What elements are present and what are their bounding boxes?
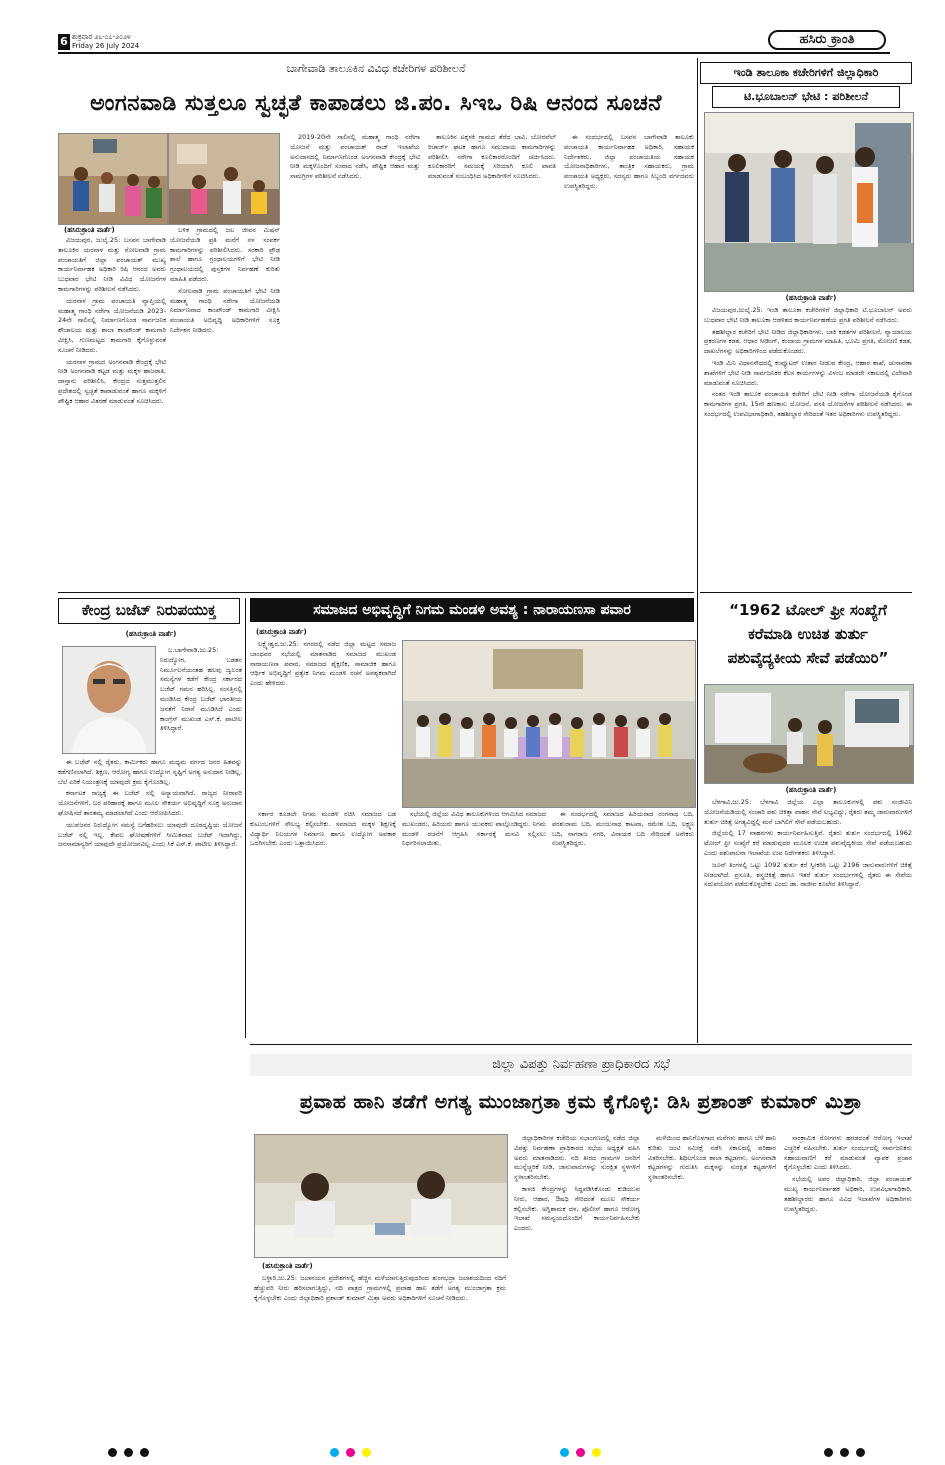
tollfree-quote bbox=[704, 598, 912, 678]
disaster-headline: ಪ್ರವಾಹ ಹಾನಿ ತಡೆಗೆ ಅಗತ್ಯ ಮುಂಜಾಗ್ರತಾ ಕ್ರಮ ಕೈಗೊಳ್ಳಿ: ಡಿಸಿ ಪ್ರಶಾಂತ್ ಕುಮಾರ್ ಮಿಶ್ರಾ bbox=[299, 1091, 863, 1113]
disaster-paragraph-5: ಸಾಂಕ್ರಾಮಿಕ ರೋಗಗಳು ಹರಡದಂತೆ ಆರೋಗ್ಯ ಇಲಾಖೆ ಎಚ್ಚರಿಕೆ ವಹಿಸಬೇಕು. ತುರ್ತು ಸಂದರ್ಭದಲ್ಲಿ ಸಾರ್ವಜನಿಕರು ಸಹಾಯವಾಣಿಗೆ ಕರೆ ಮಾಡುವಂತೆ ವ್ಯಾಪಕ ಪ್ರಚಾರ ಕೈಗೊಳ್ಳಬೇಕು ಎಂದು ತಿಳಿಸಿದರು. bbox=[784, 1134, 912, 1172]
tollfree-paragraph-1: ಬೆಳಗಾವಿ,ಜು.25: ಬೆಳಗಾವಿ ಜಿಲ್ಲೆಯ ಎಲ್ಲಾ ತಾಲೂಕುಗಳಲ್ಲಿ ಪಶು ಸಂಜೀವಿನಿ ಯೋಜನೆಯಡಿಯಲ್ಲಿ ಸಂಚಾರಿ ಪಶು ಚಿಕಿತ್ಸಾ ವಾಹನ ಸೇವೆ ಲಭ್ಯವಿದ್ದು, ರೈತರು ತಮ್ಮ ಜಾನುವಾರುಗಳಿಗೆ ತುರ್ತು ಚಿಕಿತ್ಸೆ ಅಗತ್ಯವಿದ್ದಲ್ಲಿ ಮನೆ ಬಾಗಿಲಿಗೆ ಸೇವೆ ಪಡೆಯಬಹುದು. bbox=[704, 798, 912, 826]
budget-dateline: (ಹಸಿರುಕ್ರಾಂತಿ ವಾರ್ತೆ) bbox=[125, 630, 177, 638]
budget-paragraph-2: ಈ ಬಜೆಟ್ ನಲ್ಲಿ ರೈತರು, ಕಾರ್ಮಿಕರು ಹಾಗೂ ಮಧ್ಯಮ ವರ್ಗದ ಜನರ ಹಿತವನ್ನು ಕಡೆಗಣಿಸಲಾಗಿದೆ. ಶಿಕ್ಷಣ, ಆರೋಗ್ಯ ಹಾಗೂ ಉದ್ಯೋಗ ಸೃಷ್ಟಿಗೆ ಅಗತ್ಯ ಅನುದಾನ ನೀಡಿಲ್ಲ. ಬೆಲೆ ಏರಿಕೆ ನಿಯಂತ್ರಣಕ್ಕೆ ಯಾವುದೇ ಕ್ರಮ ಕೈಗೊಂಡಿಲ್ಲ. bbox=[58, 758, 242, 786]
lead-paragraph-7: ತಾಲೂಕಿನ ಟಕ್ಕಳಕಿ ಗ್ರಾಮದ ತೆರೆದ ಬಾವಿ, ಬೋರವೆಲ್ ರಿಚಾರ್ಜ್ ಘಟಕ ಹಾಗೂ ಸಮುದಾಯ ಕಾಮಗಾರಿಗಳನ್ನು ಪರಿಶೀಲಿಸಿ ನರೇಗಾ ಕೂಲಿಕಾರರೊಂದಿಗೆ ಚರ್ಚಿಸಿದರು. ಕೂಲಿಕಾರರಿಗೆ ಸಮಯಕ್ಕೆ ಸರಿಯಾಗಿ ಕೂಲಿ ಪಾವತಿ ಮಾಡುವಂತೆ ಸಂಬಂಧಿಸಿದ ಅಧಿಕಾರಿಗಳಿಗೆ ಸೂಚಿಸಿದರು. bbox=[428, 133, 556, 181]
lead-paragraph-3: ಯರನಾಳ ಗ್ರಾಮದ ಅಂಗನವಾಡಿ ಕೇಂದ್ರಕ್ಕೆ ಭೇಟಿ ನೀಡಿ ಅಂಗನವಾಡಿ ಕಟ್ಟಡ ಮತ್ತು ಮಕ್ಕಳ ಹಾಜರಾತಿ, ದಾಸ್ತಾನು ಪರಿಶೀಲಿಸಿ, ಕೇಂದ್ರದ ಸುತ್ತಮುತ್ತಲಿನ ಪ್ರದೇಶದಲ್ಲಿ ಸ್ವಚ್ಛತೆ ಕಾಪಾಡುವಂತೆ ಹಾಗೂ ಮಕ್ಕಳಿಗೆ ಪೌಷ್ಟಿಕ ಆಹಾರ ವಿತರಣೆ ಮಾಡುವಂತೆ ಸೂಚಿಸಿದರು. bbox=[58, 357, 166, 405]
lead-dateline: (ಹಸಿರುಕ್ರಾಂತಿ ವಾರ್ತೆ) bbox=[64, 226, 115, 234]
samaj-group-photo bbox=[402, 640, 696, 808]
samaj-paragraph-4: ಈ ಸಂದರ್ಭದಲ್ಲಿ ಸಮಾಜದ ಹಿರಿಯರಾದ ರಂಗನಾಥ ಬದಿ, ಪರಶುರಾಮ ಬದಿ, ಮಂಜುನಾಥ ಕಾಟವಾ, ರಮೇಶ ಬದಿ, ಲಕ್ಷ್ಮಣ ಬದಿ, ನಾಗರಾಜ ನಗರಿ, ವಿನಾಯಕ ಬದಿ ಸೇರಿದಂತೆ ಅನೇಕರು ಉಪಸ್ಥಿತರಿದ್ದರು. bbox=[552, 810, 694, 848]
page-number: 6 bbox=[58, 34, 70, 50]
samaj-headline: ಸಮಾಜದ ಅಭಿವೃದ್ಧಿಗೆ ನಿಗಮ ಮಂಡಳಿ ಅವಶ್ಯ : ನಾರಾಯಣಸಾ ಪವಾರ bbox=[250, 598, 694, 622]
tollfree-quote-line-1: “1962 ಟೋಲ್ ಫ್ರೀ ಸಂಖ್ಯೆಗೆ bbox=[729, 601, 887, 619]
masthead-rule bbox=[58, 52, 890, 54]
column-divider-left bbox=[245, 598, 246, 1038]
disaster-kicker: ಜಿಲ್ಲಾ ವಿಪತ್ತು ನಿರ್ವಹಣಾ ಪ್ರಾಧಿಕಾರದ ಸಭೆ bbox=[492, 1057, 670, 1072]
indi-body bbox=[704, 306, 912, 589]
column-divider-right bbox=[697, 58, 698, 1043]
disaster-paragraph-4: ಮಳೆಯಿಂದ ಹಾನಿಗೊಳಗಾದ ಮನೆಗಳು ಹಾಗೂ ಬೆಳೆ ಹಾನಿ ಕುರಿತು ಜಂಟಿ ಸಮೀಕ್ಷೆ ನಡೆಸಿ ಸಕಾಲದಲ್ಲಿ ಪರಿಹಾರ ವಿತರಿಸಬೇಕು. ಶಿಥಿಲಗೊಂಡ ಶಾಲಾ ಕಟ್ಟಡಗಳು, ಅಂಗನವಾಡಿ ಕಟ್ಟಡಗಳನ್ನು ಗುರುತಿಸಿ ಮಕ್ಕಳನ್ನು ಸುರಕ್ಷಿತ ಕಟ್ಟಡಗಳಿಗೆ ಸ್ಥಳಾಂತರಿಸಬೇಕು. bbox=[648, 1134, 776, 1182]
budget-body-intro bbox=[160, 646, 242, 756]
disaster-body-col-2 bbox=[514, 1134, 640, 1442]
registration-dot bbox=[346, 1448, 355, 1457]
samaj-paragraph-3: ಸಭೆಯಲ್ಲಿ ಜಿಲ್ಲೆಯ ವಿವಿಧ ತಾಲೂಕುಗಳಿಂದ ಆಗಮಿಸಿದ ಸಮಾಜದ ಮುಖಂಡರು, ಹಿರಿಯರು ಹಾಗೂ ಯುವಕರು ಪಾಲ್ಗೊಂಡಿದ್ದರು. ನಿಗಮ ಮಂಡಳಿ ರಚನೆಗೆ ಆಗ್ರಹಿಸಿ ಸರ್ಕಾರಕ್ಕೆ ಮನವಿ ಸಲ್ಲಿಸಲು ನಿರ್ಧರಿಸಲಾಯಿತು. bbox=[402, 810, 546, 848]
lead-paragraph-5: ಸೋಲವಾಡಿ ಗ್ರಾಮ ಪಂಚಾಯತಿಗೆ ಭೇಟಿ ನೀಡಿ ಮಹಾತ್ಮ ಗಾಂಧಿ ನರೇಗಾ ಯೋಜನೆಯಡಿ ನಿರ್ಮಾಣವಾದ ಕಾಂಪೌಂಡ್ ಕಾಮಗಾರಿ ವೀಕ್ಷಿಸಿ ಪಂಚಾಯತಿ ಅಭಿವೃದ್ಧಿ ಅಧಿಕಾರಿಗಳಿಗೆ ಸೂಕ್ತ ನಿರ್ದೇಶನ ನೀಡಿದರು. bbox=[170, 286, 280, 334]
lead-body-col-3 bbox=[290, 133, 420, 566]
newspaper-brand: ಹಸಿರು ಕ್ರಾಂತಿ bbox=[768, 30, 886, 50]
registration-dot bbox=[124, 1448, 133, 1457]
tollfree-photo-image bbox=[705, 685, 913, 783]
indi-paragraph-3: ಇಂಡಿ ಮಿನಿ ವಿಧಾನಸೌಧದಲ್ಲಿ ಕಂಪ್ಯೂಟರ್ ಉತಾರ ನೀಡುವ ಕೇಂದ್ರ, ಆಹಾರ ಶಾಖೆ, ಚುನಾವಣಾ ಶಾಖೆಗಳಿಗೆ ಭೇಟಿ ನೀಡಿ ಸಾರ್ವಜನಿಕರ ಕೆಲಸ ಕಾರ್ಯಗಳನ್ನು ವಿಳಂಬ ಮಾಡದೇ ಸಕಾಲದಲ್ಲಿ ವಿಲೇವಾರಿ ಮಾಡುವಂತೆ ಸೂಚಿಸಿದರು. bbox=[704, 358, 912, 387]
tollfree-paragraph-2: ಜಿಲ್ಲೆಯಲ್ಲಿ 17 ವಾಹನಗಳು ಕಾರ್ಯನಿರ್ವಹಿಸುತ್ತಿವೆ. ರೈತರು ತುರ್ತು ಸಂದರ್ಭದಲ್ಲಿ 1962 ಟೋಲ್ ಫ್ರೀ ಸಂಖ್ಯೆಗೆ ಕರೆ ಮಾಡುವುದರ ಮೂಲಕ ಉಚಿತ ಪಶುವೈದ್ಯಕೀಯ ಸೇವೆ ಪಡೆಯಬಹುದು ಎಂದು ಪಶುಪಾಲನಾ ಇಲಾಖೆಯ ಉಪ ನಿರ್ದೇಶಕರು ತಿಳಿಸಿದ್ದಾರೆ. bbox=[704, 829, 912, 857]
indi-headline-box-1 bbox=[700, 62, 912, 84]
samaj-body-col-3 bbox=[552, 810, 694, 1038]
registration-dot bbox=[362, 1448, 371, 1457]
issue-date-english: Friday 26 July 2024 bbox=[72, 42, 140, 50]
tollfree-paragraph-3: ಜೂನ್ ತಿಂಗಳಲ್ಲಿ ಒಟ್ಟು 1092 ತುರ್ತು ಕರೆ ಸ್ವೀಕರಿಸಿ ಒಟ್ಟು 2196 ಜಾನುವಾರುಗಳಿಗೆ ಚಿಕಿತ್ಸೆ ನೀಡಲಾಗಿದೆ. ಪ್ರಸೂತಿ, ಶಸ್ತ್ರಚಿಕಿತ್ಸೆ ಹಾಗೂ ಇತರೆ ತುರ್ತು ಸಂದರ್ಭಗಳಲ್ಲಿ ರೈತರು ಈ ಸೇವೆಯ ಸದುಪಯೋಗ ಪಡೆದುಕೊಳ್ಳಬೇಕು ಎಂದು ಡಾ. ರಾಜೀವ ಕೂಲೇರ ತಿಳಿಸಿದ್ದಾರೆ. bbox=[704, 860, 912, 889]
samaj-paragraph-2: ಸರ್ಕಾರ ಕೂಡಲೇ ನಿಗಮ ಮಂಡಳಿ ರಚಿಸಿ ಸಮಾಜದ ಬಡ ಕುಟುಂಬಗಳಿಗೆ ಸೌಲಭ್ಯ ಕಲ್ಪಿಸಬೇಕು. ಸಮಾಜದ ಮಕ್ಕಳ ಶಿಕ್ಷಣಕ್ಕೆ ವಿದ್ಯಾರ್ಥಿ ನಿಲಯಗಳ ನಿರ್ಮಾಣ ಹಾಗೂ ಉದ್ಯೋಗ ಅವಕಾಶ ಒದಗಿಸಬೇಕು ಎಂದು ಒತ್ತಾಯಿಸಿದರು. bbox=[250, 810, 396, 848]
disaster-paragraph-6: ಸಭೆಯಲ್ಲಿ ಅಪರ ಜಿಲ್ಲಾಧಿಕಾರಿ, ಜಿಲ್ಲಾ ಪಂಚಾಯತ್ ಮುಖ್ಯ ಕಾರ್ಯನಿರ್ವಾಹಕ ಅಧಿಕಾರಿ, ಉಪವಿಭಾಗಾಧಿಕಾರಿ, ತಹಶೀಲ್ದಾರರು ಹಾಗೂ ವಿವಿಧ ಇಲಾಖೆಗಳ ಅಧಿಕಾರಿಗಳು ಉಪಸ್ಥಿತರಿದ್ದರು. bbox=[784, 1175, 912, 1213]
lead-paragraph-8: ಈ ಸಂದರ್ಭದಲ್ಲಿ ಬಸವನ ಬಾಗೇವಾಡಿ ತಾಲೂಕು ಪಂಚಾಯತಿ ಕಾರ್ಯನಿರ್ವಾಹಕ ಅಧಿಕಾರಿ, ಸಹಾಯಕ ನಿರ್ದೇಶಕರು, ಜಿಲ್ಲಾ ಪಂಚಾಯತಿಯ ಸಹಾಯಕ ಯೋಜನಾಧಿಕಾರಿಗಳು, ತಾಂತ್ರಿಕ ಸಹಾಯಕರು, ಗ್ರಾಮ ಪಂಚಾಯತಿ ಅಧ್ಯಕ್ಷರು, ಸದಸ್ಯರು ಹಾಗೂ ಸಿಬ್ಬಂದಿ ವರ್ಗದವರು ಉಪಸ್ಥಿತರಿದ್ದರು. bbox=[564, 133, 694, 190]
indi-dateline: (ಹಸಿರುಕ್ರಾಂತಿ ವಾರ್ತೆ) bbox=[785, 294, 837, 302]
registration-dot bbox=[576, 1448, 585, 1457]
lead-body-col-1 bbox=[58, 236, 166, 566]
indi-photo-image bbox=[705, 113, 913, 291]
disaster-dateline: (ಹಸಿರುಕ್ರಾಂತಿ ವಾರ್ತೆ) bbox=[262, 1262, 313, 1270]
lead-body-col-4 bbox=[428, 133, 556, 566]
lead-photo-2-image bbox=[169, 134, 279, 224]
disaster-body-col-4 bbox=[784, 1134, 912, 1442]
samaj-dateline: (ಹಸಿರುಕ್ರಾಂತಿ ವಾರ್ತೆ) bbox=[256, 628, 307, 636]
lead-headline: ಅಂಗನವಾಡಿ ಸುತ್ತಲೂ ಸ್ವಚ್ಛತೆ ಕಾಪಾಡಲು ಜಿ.ಪಂ. ಸಿಇಒ ರಿಷಿ ಆನಂದ ಸೂಚನೆ bbox=[90, 91, 662, 116]
samaj-body-col-2 bbox=[402, 810, 546, 1038]
issue-date-native: ಶುಕ್ರವಾರ ೨೬-೦೭-೨೦೨೪ bbox=[72, 33, 131, 41]
samaj-body-intro bbox=[250, 640, 396, 806]
registration-dot bbox=[592, 1448, 601, 1457]
indi-headline-line-2: ಟಿ.ಭೂಬಾಲನ್ ಭೇಟಿ : ಪರಿಶೀಲನೆ bbox=[743, 90, 869, 103]
indi-paragraph-1: ವಿಜಯಪುರ,ಜುಲೈ.25: ಇಂಡಿ ತಾಲೂಕಾ ಕಚೇರಿಗಳಿಗೆ ಜಿಲ್ಲಾಧಿಕಾರಿ ಟಿ.ಭೂಬಾಲನ್ ಅವರು ಬುಧವಾರ ಭೇಟಿ ನೀಡಿ ತಾಲೂಕಾ ಆಡಳಿತದ ಕಾರ್ಯನಿರ್ವಹಣೆಯ ಪ್ರಗತಿ ಪರಿಶೀಲನೆ ನಡೆಸಿದರು. bbox=[704, 306, 912, 324]
samaj-body-col-1 bbox=[250, 810, 396, 1038]
tollfree-body bbox=[704, 798, 912, 1040]
disaster-photo-image bbox=[255, 1135, 507, 1257]
disaster-body-under-photo bbox=[254, 1274, 506, 1442]
indi-bottom-rule bbox=[700, 592, 912, 593]
lead-paragraph-4: ಬಳಿಕ ಗ್ರಾಮದಲ್ಲಿ ಜಲ ಜೀವನ ಮಿಷನ್ ಯೋಜನೆಯಡಿ ಪ್ರತಿ ಮನೆಗೆ ನಳ ಸಂಪರ್ಕ ಕಾಮಗಾರಿಗಳನ್ನು ಪರಿಶೀಲಿಸಿದರು. ಸರಕಾರಿ ಪ್ರೌಢ ಶಾಲೆ ಹಾಗೂ ಗ್ರಂಥಾಲಯಗಳಿಗೆ ಭೇಟಿ ನೀಡಿ ಗ್ರಂಥಾಲಯದಲ್ಲಿ ಪುಸ್ತಕಗಳ ನಿರ್ವಹಣೆ ಕುರಿತು ಮಾಹಿತಿ ಪಡೆದರು. bbox=[170, 226, 280, 283]
lead-bottom-rule bbox=[58, 592, 694, 593]
tollfree-quote-line-2: ಕರೆಮಾಡಿ ಉಚಿತ ತುರ್ತು bbox=[748, 625, 868, 643]
budget-portrait-image bbox=[63, 647, 155, 753]
indi-headline-box-2 bbox=[712, 86, 900, 108]
registration-dot bbox=[824, 1448, 833, 1457]
indi-paragraph-4: ನಂತರ ಇಂಡಿ ತಾಲೂಕ ಪಂಚಾಯತಿ ಕಚೇರಿಗೆ ಭೇಟಿ ನೀಡಿ ನರೇಗಾ ಯೋಜನೆಯಡಿ ಕೈಗೊಂಡ ಕಾಮಗಾರಿಗಳ ಪ್ರಗತಿ, 15ನೇ ಹಣಕಾಸು ಯೋಜನೆ, ವಸತಿ ಯೋಜನೆಗಳ ಪರಿಶೀಲನೆ ನಡೆಸಿದರು. ಈ ಸಂದರ್ಭದಲ್ಲಿ ಉಪವಿಭಾಗಾಧಿಕಾರಿ, ತಹಶೀಲ್ದಾರ ಸೇರಿದಂತೆ ಇತರ ಅಧಿಕಾರಿಗಳು ಉಪಸ್ಥಿತರಿದ್ದರು. bbox=[704, 390, 912, 418]
indi-headline-line-1: ಇಂಡಿ ತಾಲೂಕಾ ಕಚೇರಿಗಳಿಗೆ ಜಿಲ್ಲಾಧಿಕಾರಿ bbox=[733, 66, 879, 79]
budget-headline: ಕೇಂದ್ರ ಬಜೆಟ್ ನಿರುಪಯುಕ್ತ bbox=[81, 601, 217, 619]
lead-paragraph-2: ಯರನಾಳ ಗ್ರಾಮ ಪಂಚಾಯತಿ ವ್ಯಾಪ್ತಿಯಲ್ಲಿ ಮಹಾತ್ಮ ಗಾಂಧಿ ನರೇಗಾ ಯೋಜನೆಯಡಿ 2023-24ನೇ ಸಾಲಿನಲ್ಲಿ ನಿರ್ಮಾಣಗೊಂಡ ಸಾರ್ವಜನಿಕ ಶೌಚಾಲಯ ಮತ್ತು ಶಾಲಾ ಕಾಂಪೌಂಡ್ ಕಾಮಗಾರಿ ವೀಕ್ಷಿಸಿ, ಗುಣಮಟ್ಟದ ಕಾಮಗಾರಿ ಕೈಗೊಳ್ಳುವಂತೆ ಸೂಚನೆ ನೀಡಿದರು. bbox=[58, 296, 166, 354]
budget-paragraph-3: ಕರ್ನಾಟಕ ರಾಜ್ಯಕ್ಕೆ ಈ ಬಜೆಟ್ ನಲ್ಲಿ ಅನ್ಯಾಯವಾಗಿದೆ. ರಾಜ್ಯದ ನೀರಾವರಿ ಯೋಜನೆಗಳಿಗೆ, ಬರ ಪರಿಹಾರಕ್ಕೆ ಹಾಗೂ ಮೂಲ ಸೌಕರ್ಯ ಅಭಿವೃದ್ಧಿಗೆ ಸೂಕ್ತ ಅನುದಾನ ಘೋಷಿಸದೆ ತಾರತಮ್ಯ ಮಾಡಲಾಗಿದೆ ಎಂದು ಆರೋಪಿಸಿದರು. bbox=[58, 789, 242, 817]
lead-kicker: ಬಾಗೇವಾಡಿ ತಾಲೂಕಿನ ವಿವಿಧ ಕಚೇರಿಗಳ ಪರಿಶೀಲನೆ bbox=[286, 62, 466, 75]
disaster-paragraph-2: ಜಿಲ್ಲಾಧಿಕಾರಿಗಳ ಕಚೇರಿಯ ಸಭಾಂಗಣದಲ್ಲಿ ನಡೆದ ಜಿಲ್ಲಾ ವಿಪತ್ತು ನಿರ್ವಹಣಾ ಪ್ರಾಧಿಕಾರದ ಸಭೆಯ ಅಧ್ಯಕ್ಷತೆ ವಹಿಸಿ ಅವರು ಮಾತನಾಡಿದರು. ನದಿ ತೀರದ ಗ್ರಾಮಗಳ ಜನರಿಗೆ ಮುನ್ನೆಚ್ಚರಿಕೆ ನೀಡಿ, ಜಾನುವಾರುಗಳನ್ನು ಸುರಕ್ಷಿತ ಸ್ಥಳಗಳಿಗೆ ಸ್ಥಳಾಂತರಿಸಬೇಕು. bbox=[514, 1134, 640, 1182]
indi-paragraph-2: ತಹಶೀಲ್ದಾರ ಕಚೇರಿಗೆ ಭೇಟಿ ನೀಡಿದ ಜಿಲ್ಲಾಧಿಕಾರಿಗಳು, ಬಾಕಿ ಕಡತಗಳ ಪರಿಶೀಲನೆ, ನ್ಯಾಯಾಲಯ ಪ್ರಕರಣಗಳ ಕಡತ, ಆಧಾರ ಸೀಡಿಂಗ್, ಕಂದಾಯ ಗ್ರಾಮಗಳ ಮಾಹಿತಿ, ಭೂಮಿ ಪ್ರಗತಿ, ಮೋಜಣಿ ಕಡತ, ದಾಖಲೆಗಳನ್ನು ಅಧಿಕಾರಿಗಳಿಂದ ಪಡೆದುಕೊಂಡರು. bbox=[704, 327, 912, 356]
disaster-top-rule bbox=[250, 1044, 912, 1045]
tollfree-quote-line-3: ಪಶುವೈದ್ಯಕೀಯ ಸೇವೆ ಪಡೆಯಿರಿ” bbox=[727, 649, 889, 667]
disaster-kicker-band bbox=[250, 1054, 912, 1076]
registration-dot bbox=[108, 1448, 117, 1457]
lead-body-col-5 bbox=[564, 133, 694, 566]
disaster-photo bbox=[254, 1134, 508, 1258]
budget-paragraph-4: ಯುವಜನರ ನಿರುದ್ಯೋಗ ಸಮಸ್ಯೆ ಬಗೆಹರಿಸಲು ಯಾವುದೇ ದೂರದೃಷ್ಟಿಯ ಯೋಜನೆ ಬಜೆಟ್ ನಲ್ಲಿ ಇಲ್ಲ. ಕೇವಲ ಘೋಷಣೆಗಳಿಗೆ ಸೀಮಿತವಾದ ಬಜೆಟ್ ಇದಾಗಿದ್ದು, ಜನಸಾಮಾನ್ಯರಿಗೆ ಯಾವುದೇ ಪ್ರಯೋಜನವಿಲ್ಲ ಎಂದು ಸಿಕೆ ಎಸ್.ಕೆ. ಪಾಟೀಲ ತಿಳಿಸಿದ್ದಾರೆ. bbox=[58, 820, 242, 849]
issue-date bbox=[72, 33, 139, 51]
budget-headline-box bbox=[58, 598, 240, 624]
registration-dot bbox=[840, 1448, 849, 1457]
registration-dot bbox=[856, 1448, 865, 1457]
disaster-paragraph-1: ಬಳ್ಳಾರಿ,ಜು.25: ಜಲಾನಯನ ಪ್ರದೇಶಗಳಲ್ಲಿ ಹೆಚ್ಚಿನ ಮಳೆಯಾಗುತ್ತಿರುವುದರಿಂದ ತುಂಗಭದ್ರಾ ಜಲಾಶಯದಿಂದ ನದಿಗೆ ಹೆಚ್ಚುವರಿ ನೀರು ಹರಿಸಲಾಗುತ್ತಿದ್ದು, ನದಿ ಪಾತ್ರದ ಗ್ರಾಮಗಳಲ್ಲಿ ಪ್ರವಾಹ ಹಾನಿ ತಡೆಗೆ ಅಗತ್ಯ ಮುಂಜಾಗ್ರತಾ ಕ್ರಮ ಕೈಗೊಳ್ಳಬೇಕು ಎಂದು ಜಿಲ್ಲಾಧಿಕಾರಿ ಪ್ರಶಾಂತ್ ಕುಮಾರ್ ಮಿಶ್ರಾ ಅವರು ಅಧಿಕಾರಿಗಳಿಗೆ ಸೂಚನೆ ನೀಡಿದರು. bbox=[254, 1274, 506, 1302]
budget-paragraph-1: ಬ.ಬಾಗೇವಾಡಿ,ಜು.25: ನಿರುದ್ಯೋಗ, ಬಡತನ ನಿರ್ಮೂಲನೆಯಂತಹ ಹಲವು ಜ್ವಲಂತ ಸಮಸ್ಯೆಗಳ ಕಡೆಗೆ ಕೇಂದ್ರ ಸರ್ಕಾರದ ಬಜೆಟ್ ಗಮನ ಹರಿಸಿಲ್ಲ. ಸಂಸತ್ತಿನಲ್ಲಿ ಮಂಡಿಸಿದ ಕೇಂದ್ರ ಬಜೆಟ್ ಭಾರತೀಯ ಜನತೆಗೆ ನಿರಾಸೆ ಮೂಡಿಸಿದೆ ಎಂದು ಕಾಂಗ್ರೆಸ್ ಮುಖಂಡ ಎಸ್.ಕೆ. ಪಾಟೀಲ ತಿಳಿಸಿದ್ದಾರೆ. bbox=[160, 646, 242, 733]
lead-photo-1 bbox=[58, 133, 168, 225]
samaj-paragraph-1: ಲಕ್ಷ್ಮೇಶ್ವರ,ಜು.25: ನಗರದಲ್ಲಿ ನಡೆದ ಜಿಲ್ಲಾ ಮಟ್ಟದ ಸಮಾಜ ಬಾಂಧವರ ಸಭೆಯಲ್ಲಿ ಮಾತನಾಡಿದ ಸಮಾಜದ ಮುಖಂಡ ನಾರಾಯಣಸಾ ಪವಾರ, ಸಮಾಜದ ಶೈಕ್ಷಣಿಕ, ಸಾಮಾಜಿಕ ಹಾಗೂ ಆರ್ಥಿಕ ಅಭಿವೃದ್ಧಿಗೆ ಪ್ರತ್ಯೇಕ ನಿಗಮ ಮಂಡಳಿ ರಚನೆ ಅವಶ್ಯಕವಾಗಿದೆ ಎಂದು ಹೇಳಿದರು. bbox=[250, 640, 396, 688]
indi-photo bbox=[704, 112, 914, 292]
budget-body bbox=[58, 758, 242, 1038]
registration-dot bbox=[140, 1448, 149, 1457]
budget-portrait bbox=[62, 646, 156, 754]
lead-photo-1-image bbox=[59, 134, 167, 224]
disaster-paragraph-3: ಕಾಳಜಿ ಕೇಂದ್ರಗಳನ್ನು ಸಿದ್ಧಪಡಿಸಿಕೊಂಡು ಕುಡಿಯುವ ನೀರು, ಆಹಾರ, ಔಷಧಿ ಸೇರಿದಂತೆ ಮೂಲ ಸೌಕರ್ಯ ಕಲ್ಪಿಸಬೇಕು. ಅಗ್ನಿಶಾಮಕ ದಳ, ಪೊಲೀಸ್ ಹಾಗೂ ಆರೋಗ್ಯ ಇಲಾಖೆ ಸಮನ್ವಯದೊಂದಿಗೆ ಕಾರ್ಯನಿರ್ವಹಿಸಬೇಕು ಎಂದರು. bbox=[514, 1184, 640, 1233]
tollfree-dateline: (ಹಸಿರುಕ್ರಾಂತಿ ವಾರ್ತೆ) bbox=[785, 786, 837, 794]
lead-paragraph-1: ವಿಜಯಪುರ, ಜುಲೈ.25: ಬಸವನ ಬಾಗೇವಾಡಿ ತಾಲೂಕಿನ ಯರನಾಳ ಮತ್ತು ಸೋಲವಾಡಿ ಗ್ರಾಮ ಪಂಚಾಯತಿಗೆ ಜಿಲ್ಲಾ ಪಂಚಾಯತ್ ಮುಖ್ಯ ಕಾರ್ಯನಿರ್ವಾಹಕ ಅಧಿಕಾರಿ ರಿಷಿ ಆನಂದ ಅವರು ಬುಧವಾರ ಭೇಟಿ ನೀಡಿ ವಿವಿಧ ಯೋಜನೆಗಳ ಕಾಮಗಾರಿಗಳನ್ನು ಪರಿಶೀಲನೆ ನಡೆಸಿದರು. bbox=[58, 236, 166, 293]
registration-dot bbox=[330, 1448, 339, 1457]
disaster-body-col-3 bbox=[648, 1134, 776, 1442]
lead-paragraph-6: 2019-20ನೇ ಸಾಲಿನಲ್ಲಿ ಮಹಾತ್ಮ ಗಾಂಧಿ ನರೇಗಾ ಯೋಜನೆ ಮತ್ತು ಪಂಚಾಯತ್ ರಾಜ್ ಇಲಾಖೆಯ ಅನುದಾನದಲ್ಲಿ ನಿರ್ಮಾಣಗೊಂಡ ಅಂಗನವಾಡಿ ಕೇಂದ್ರಕ್ಕೆ ಭೇಟಿ ನೀಡಿ ಮಕ್ಕಳೊಂದಿಗೆ ಸಂವಾದ ನಡೆಸಿ, ಪೌಷ್ಟಿಕ ಆಹಾರ ಮತ್ತು ಸಾಮಗ್ರಿಗಳ ಪರಿಶೀಲನೆ ನಡೆಸಿದರು. bbox=[290, 133, 420, 181]
lead-photo-2 bbox=[168, 133, 280, 225]
tollfree-photo bbox=[704, 684, 914, 784]
registration-dot bbox=[560, 1448, 569, 1457]
lead-body-col-2 bbox=[170, 226, 280, 566]
samaj-group-photo-image bbox=[403, 641, 695, 807]
